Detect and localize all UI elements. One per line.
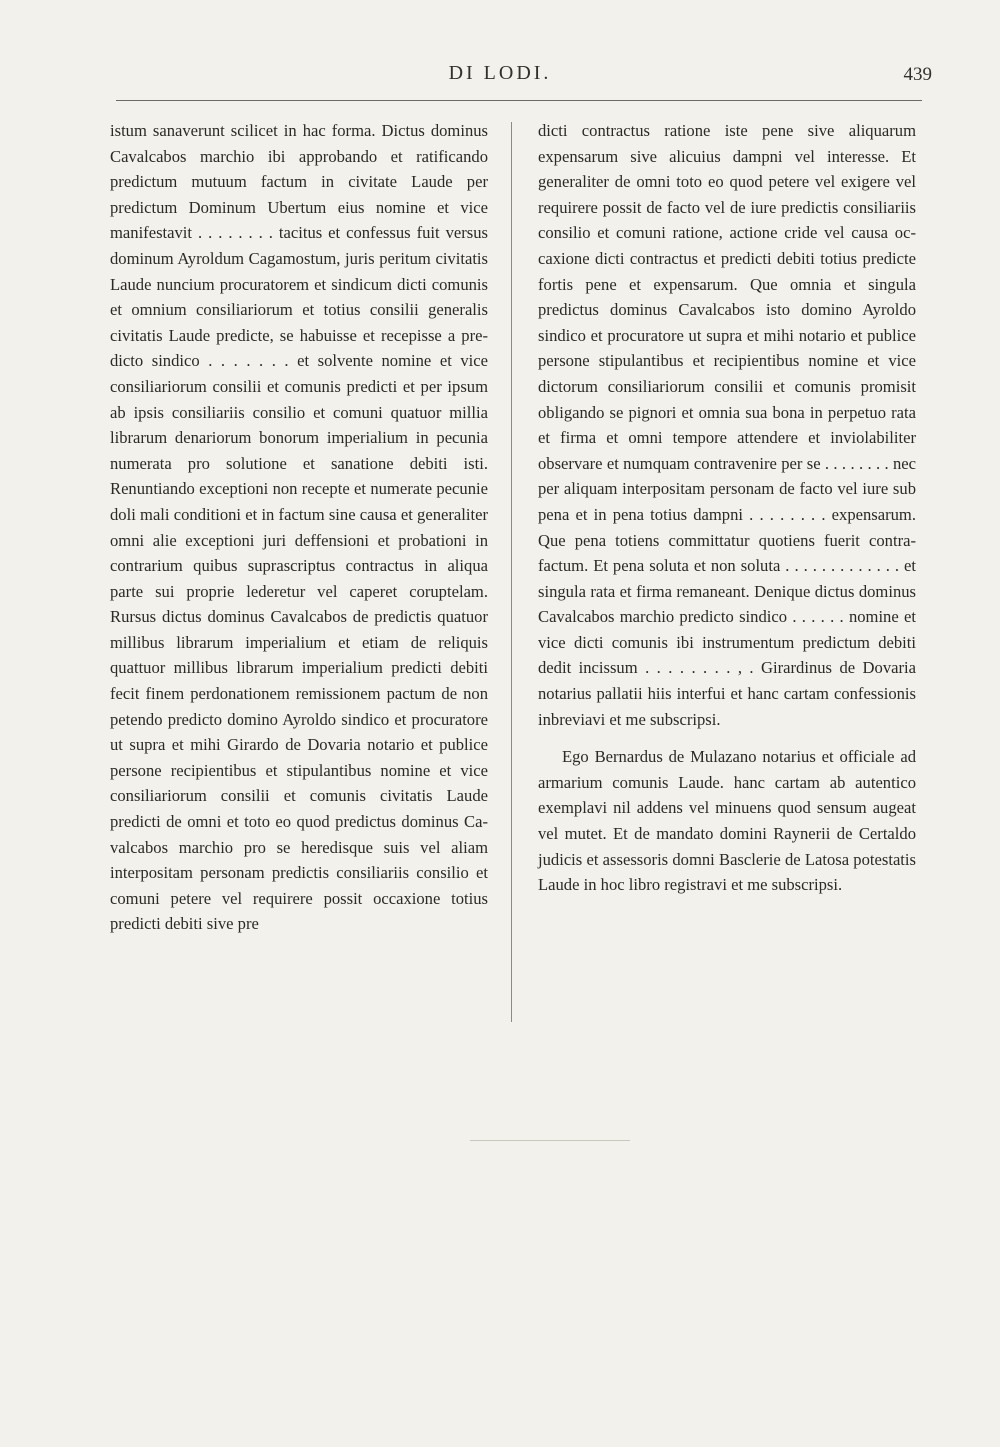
header-rule [116,100,922,101]
column-divider [511,122,512,1022]
right-column [538,118,916,898]
right-column-paragraph-subscription: Ego Bernardus de Mulazano notarius et officiale ad armarium comunis Laude. hanc cartam ab autentico exemplavi nil addens vel minuens quod sensum augeat vel mutet. Et de mandato domini Raynerii de Certaldo judicis et assessoris domni Basclerie de Latosa potestatis Laude in hoc libro registravi et me subscripsi. [538,747,916,895]
right-column-paragraph: dicti contractus ratione iste pene sive aliquarum expensarum sive alicuius dampni vel interesse. Et generaliter de omni toto eo quod petere vel exigere vel requirere possit de facto vel de iure predictis consiliariis consilio et comuni ratione, actione cride vel causa occaxione dicti contractus et predicti debiti totius predicte fortis pene et expensarum. Que omnia et singula predictus dominus Cavalcabos isto domino Ayroldo sindico et procuratore ut supra et mihi notario et publice persone stipulantibus et recipientibus nomine et vice dictorum consiliariorum consilii et comunis promisit obligando se pignori et omnia sua bona in perpetuo rata et firma et omni tempore attendere et inviolabiliter observare et numquam contravenire per se . . . . . . . . nec per aliquam interpositam personam de facto vel iure sub pena et in pena totius dampni . . . . . . . . expensarum. Que pena totiens committatur quotiens fuerit contrafactum. Et pena soluta et non soluta . . . . . . . . . . . . . et singula rata et firma remaneant. Denique dictus dominus Cavalcabos marchio predicto sindico . . . . . . nomine et vice dicti comunis ibi instrumentum predictum debiti dedit incissum . . . . . . . . , . Girardinus de Dovaria notarius pallatii hiis interfui et hanc cartam confessionis inbreviavi et me subscripsi. [538,121,916,729]
left-column [110,118,488,937]
left-column-paragraph: istum sanaverunt scilicet in hac forma. Dictus dominus Cavalcabos marchio ibi approbando et ratificando predictum mutuum factum in civitate Laude per predictum Dominum Ubertum eius nomine et vice manifestavit . . . . . . . . tacitus et confessus fuit versus dominum Ayroldum Cagamostum, juris peritum civitatis Laude nuncium procuratorem et sindicum dicti comunis et omnium consiliariorum et totius consilii generalis civitatis Laude predicte, se habuisse et recepisse a predicto sindico . . . . . . . et solvente nomine et vice consiliariorum consilii et comunis predicti et per ipsum ab ipsis consiliariis consilio et comuni quatuor millia librarum denariorum bonorum imperialium in pecunia numerata pro solutione et sanatione debiti isti. Renuntiando exceptioni non recepte et numerate pecunie doli mali conditioni et in factum sine causa et generaliter omni alie exceptioni juri deffensioni et probationi in contrarium quibus suprascriptus contractus in aliqua parte sui proprie lederetur vel caperet coruptelam. Rursus dictus dominus Cavalcabos de predictis quatuor millibus librarum imperialium et etiam de reliquis quattuor millibus librarum imperialium predicti debiti fecit finem perdonationem remissionem pactum de non petendo predicto domino Ayroldo sindico et procuratore ut supra et mihi Girardo de Dovaria notario et publice persone recipientibus et stipulantibus nomine et vice consiliariorum consilii et comunis civitatis Laude predicti de omni et toto eo quod predictus dominus Cavalcabos marchio pro se heredisque suis vel aliam interpositam personam predictis consiliariis consilio et comuni petere vel requirere possit occaxione totius predicti debiti sive pre [110,121,488,934]
show-through-rule [470,1140,630,1141]
running-title: DI LODI. [448,62,552,84]
page-number: 439 [903,64,932,85]
running-head [0,60,1000,92]
